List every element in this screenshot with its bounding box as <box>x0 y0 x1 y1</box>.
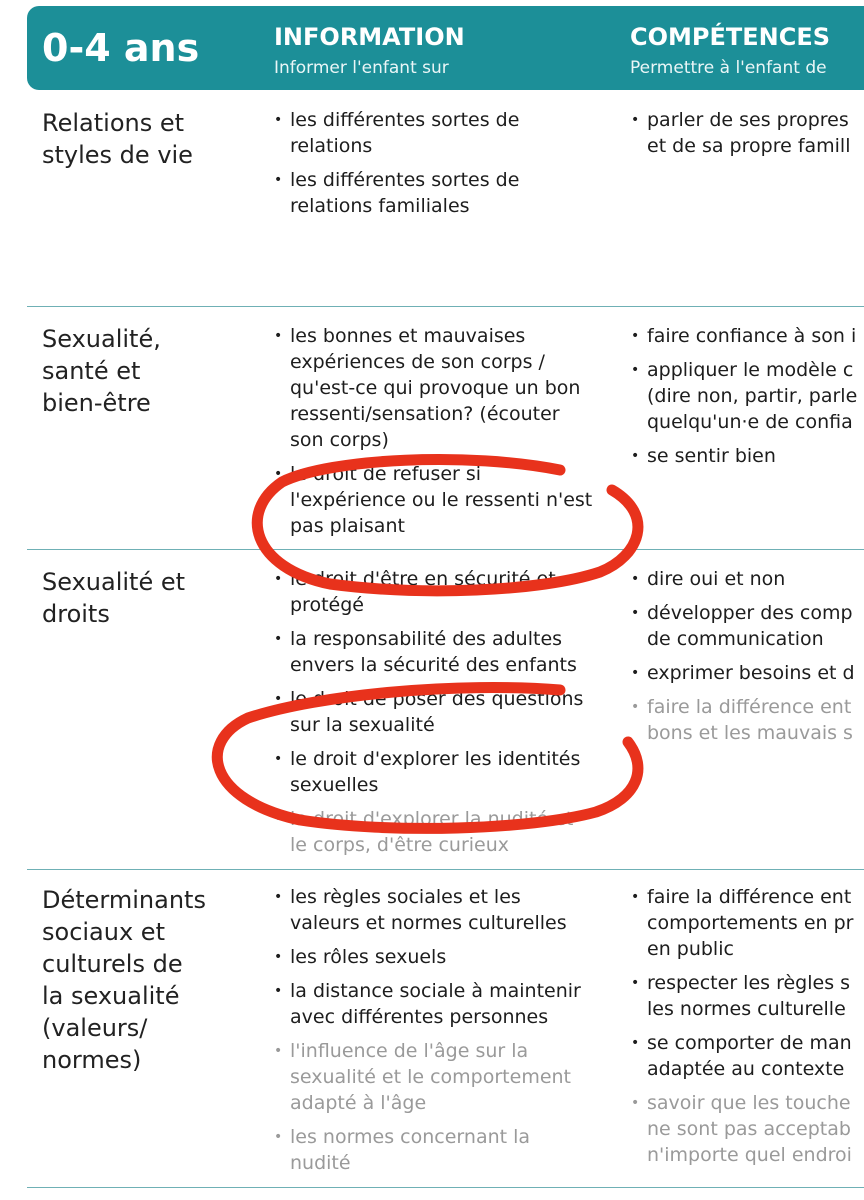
competences-list-relations <box>628 107 864 167</box>
list-item: • se comporter de man adaptée au contexte <box>628 1030 864 1082</box>
list-item: • appliquer le modèle c (dire non, partir, parle quelqu'un·e de confia <box>628 357 864 435</box>
list-item: • dire oui et non <box>628 566 864 592</box>
list-item: • parler de ses propres et de sa propre famill <box>628 107 864 159</box>
list-item: • le droit de poser des questions sur la sexualité <box>271 686 621 738</box>
row-divider <box>27 549 864 550</box>
list-item: • le droit d'explorer la nudité et le corps, d'être curieux <box>271 806 621 858</box>
list-item: • le droit d'explorer les identités sexuelles <box>271 746 621 798</box>
information-list-relations <box>271 107 621 227</box>
list-item: • faire la différence ent bons et les mauvais s <box>628 694 864 746</box>
table-header <box>27 6 864 90</box>
topic-droits: Sexualité et droits <box>42 568 186 628</box>
list-item: • les règles sociales et les valeurs et normes culturelles <box>271 884 621 936</box>
list-item: • la responsabilité des adultes envers la sécurité des enfants <box>271 626 621 678</box>
list-item: • se sentir bien <box>628 443 864 469</box>
list-item: • faire confiance à son i <box>628 323 864 349</box>
competences-column-title: COMPÉTENCES <box>630 23 831 51</box>
list-item: • les normes concernant la nudité <box>271 1124 621 1176</box>
competences-list-droits <box>628 566 864 754</box>
information-list-sante <box>271 323 621 547</box>
row-divider <box>27 869 864 870</box>
list-item: • l'influence de l'âge sur la sexualité et le comportement adapté à l'âge <box>271 1038 621 1116</box>
information-column-title: INFORMATION <box>274 23 465 51</box>
list-item: • les rôles sexuels <box>271 944 621 970</box>
list-item: • savoir que les touche ne sont pas acceptab n'importe quel endroi <box>628 1090 864 1168</box>
row-divider <box>27 1187 864 1188</box>
competences-list-sante <box>628 323 864 477</box>
row-divider <box>27 306 864 307</box>
information-column-subtitle: Informer l'enfant sur <box>274 58 449 78</box>
age-group-title: 0-4 ans <box>42 26 200 70</box>
list-item: • développer des comp de communication <box>628 600 864 652</box>
topic-relations: Relations et styles de vie <box>42 109 193 169</box>
list-item: • le droit d'être en sécurité et protégé <box>271 566 621 618</box>
competences-list-determinants <box>628 884 864 1176</box>
competences-column-subtitle: Permettre à l'enfant de <box>630 58 827 78</box>
topic-sante: Sexualité, santé et bien-être <box>42 325 161 417</box>
list-item: • le droit de refuser si l'expérience ou le ressenti n'est pas plaisant <box>271 461 621 539</box>
list-item: • respecter les règles s les normes culturelle <box>628 970 864 1022</box>
topic-determinants: Déterminants sociaux et culturels de la sexualité (valeurs/ normes) <box>42 886 206 1074</box>
list-item: • exprimer besoins et d <box>628 660 864 686</box>
list-item: • la distance sociale à maintenir avec différentes personnes <box>271 978 621 1030</box>
list-item: • faire la différence ent comportements en pr en public <box>628 884 864 962</box>
list-item: • les bonnes et mauvaises expériences de son corps / qu'est-ce qui provoque un bon ressenti/sensation? (écouter son corps) <box>271 323 621 453</box>
list-item: • les différentes sortes de relations <box>271 107 621 159</box>
information-list-determinants <box>271 884 621 1184</box>
list-item: • les différentes sortes de relations familiales <box>271 167 621 219</box>
information-list-droits <box>271 566 621 866</box>
